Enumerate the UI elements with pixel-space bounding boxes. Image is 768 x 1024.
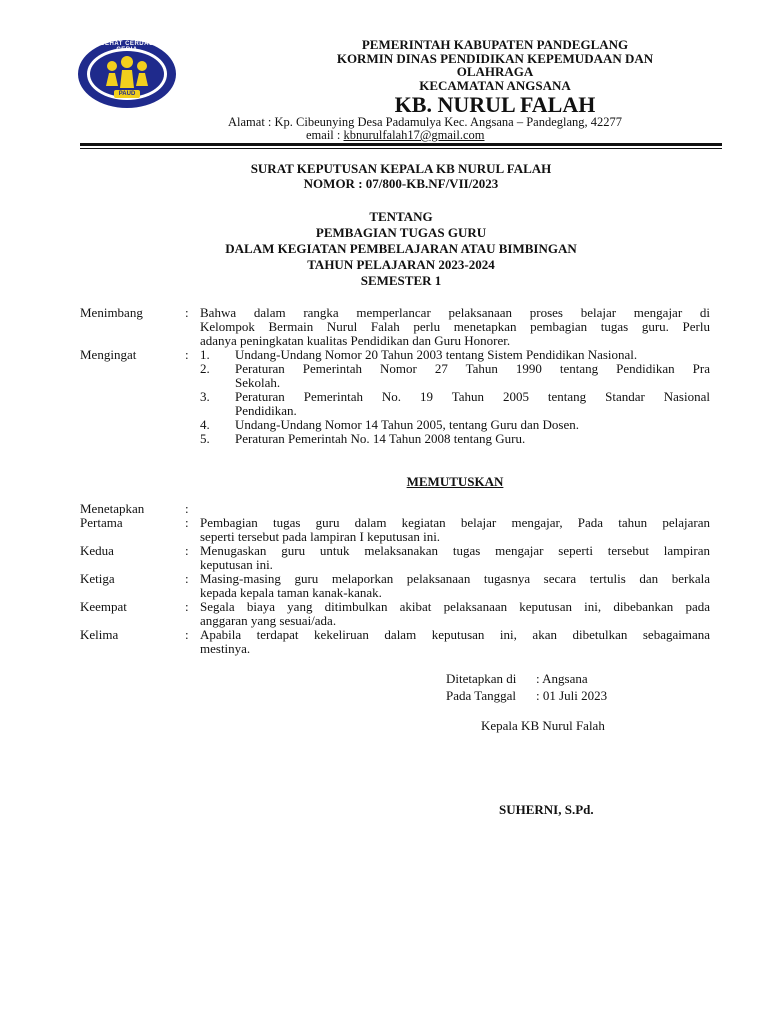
menimbang-line-1: Bahwa dalam rangka memperlancar pelaksanaan proses belajar mengajar di — [200, 305, 710, 320]
decision-text: Menugaskan guru untuk melaksanakan tugas mengajar seperti tersebut lampiran — [200, 543, 710, 558]
email-label: email : — [306, 128, 344, 142]
subject-line-2: PEMBAGIAN TUGAS GURU — [315, 225, 487, 240]
decision-keempat — [80, 600, 710, 628]
mengingat-item-4: Undang-Undang Nomor 14 Tahun 2005, tentang Guru dan Dosen. — [235, 417, 580, 432]
decision-kelima — [80, 628, 710, 656]
mengingat-item-5: Peraturan Pemerintah No. 14 Tahun 2008 tentang Guru. — [235, 431, 526, 446]
header-gov: PEMERINTAH KABUPATEN PANDEGLANG — [361, 37, 629, 52]
header-school-name: KB. NURUL FALAH — [394, 92, 596, 117]
mengingat-label: Mengingat — [80, 347, 137, 362]
colon: : — [185, 627, 189, 642]
decision-ketiga — [80, 572, 710, 600]
colon: : — [185, 599, 189, 614]
decision-label: Kedua — [80, 543, 114, 558]
header-dept-2: OLAHRAGA — [456, 64, 534, 79]
list-number: 3. — [200, 389, 210, 404]
signature-position: Kepala KB Nurul Falah — [481, 718, 605, 733]
subject-line-4: TAHUN PELAJARAN 2023-2024 — [307, 257, 495, 272]
mengingat-item-2: Peraturan Pemerintah Nomor 27 Tahun 1990 tentang Pendidikan Pra — [235, 361, 710, 376]
email-link[interactable]: kbnurulfalah17@gmail.com — [343, 128, 485, 142]
memutuskan-text: MEMUTUSKAN — [406, 474, 504, 489]
logo-text-top: SEHAT CERDAS CERIA — [100, 41, 154, 53]
menimbang-line-2: Kelompok Bermain Nurul Falah perlu menetapkan pembagian tugas guru. Perlu — [200, 319, 710, 334]
header-address: Alamat : Kp. Cibeunying Desa Padamulya Kec. Angsana – Pandeglang, 42277 — [228, 115, 623, 129]
subject-line-1: TENTANG — [369, 209, 433, 224]
decision-text-cont: mestinya. — [200, 641, 251, 656]
header-divider-thin — [80, 148, 722, 149]
list-number: 5. — [200, 431, 210, 446]
decision-label: Keempat — [80, 599, 127, 614]
mengingat-section — [80, 348, 710, 448]
decision-pertama — [80, 516, 710, 544]
decision-text-cont: seperti tersebut pada lampiran I keputusan ini. — [200, 529, 441, 544]
colon: : — [185, 515, 189, 530]
menimbang-line-3: adanya peningkatan kualitas Pendidikan dan Guru Honorer. — [200, 333, 511, 348]
signature-name: SUHERNI, S.Pd. — [499, 802, 594, 817]
list-number: 1. — [200, 347, 210, 362]
decision-label: Menetapkan — [80, 501, 145, 516]
header-divider-thick — [80, 143, 722, 146]
decision-text-cont: keputusan ini. — [200, 557, 273, 572]
decision-label: Kelima — [80, 627, 119, 642]
header-district: KECAMATAN ANGSANA — [419, 78, 571, 93]
mengingat-item-3: Peraturan Pemerintah No. 19 Tahun 2005 tentang Standar Nasional — [235, 389, 710, 404]
list-number: 4. — [200, 417, 210, 432]
signature-date-label: Pada Tanggal — [446, 688, 516, 703]
header-email-row — [306, 128, 485, 143]
school-logo — [76, 38, 178, 110]
decision-text-cont: kepada kepala taman kanak-kanak. — [200, 585, 382, 600]
header-dept-1: KORMIN DINAS PENDIDIKAN KEPEMUDAAN DAN — [336, 51, 654, 66]
decree-number: NOMOR : 07/800-KB.NF/VII/2023 — [303, 176, 499, 191]
menimbang-section — [80, 306, 710, 348]
subject-line-3: DALAM KEGIATAN PEMBELAJARAN ATAU BIMBINGAN — [225, 241, 577, 256]
decision-text-cont: anggaran yang sesuai/ada. — [200, 613, 337, 628]
menimbang-label: Menimbang — [80, 305, 143, 320]
decision-text: Pembagian tugas guru dalam kegiatan belajar mengajar, Pada tahun pelajaran — [200, 515, 710, 530]
list-number: 2. — [200, 361, 210, 376]
decision-text: Masing-masing guru melaporkan pelaksanaan tugasnya secara tertulis dan berkala — [200, 571, 710, 586]
signature-date-value: : 01 Juli 2023 — [536, 688, 608, 703]
decision-kedua — [80, 544, 710, 572]
decision-label: Pertama — [80, 515, 123, 530]
subject-line-5: SEMESTER 1 — [360, 273, 442, 288]
colon: : — [185, 501, 189, 516]
decision-label: Ketiga — [80, 571, 115, 586]
decree-title: SURAT KEPUTUSAN KEPALA KB NURUL FALAH — [250, 161, 552, 176]
colon: : — [185, 543, 189, 558]
memutuskan-heading — [80, 474, 768, 490]
signature-place-label: Ditetapkan di — [446, 671, 517, 686]
mengingat-item-2-cont: Sekolah. — [235, 375, 281, 390]
colon: : — [185, 347, 189, 362]
mengingat-item-1: Undang-Undang Nomor 20 Tahun 2003 tentang Sistem Pendidikan Nasional. — [235, 347, 638, 362]
decision-text: Segala biaya yang ditimbulkan akibat pelaksanaan keputusan ini, dibebankan pada — [200, 599, 710, 614]
signature-place-value: : Angsana — [536, 671, 588, 686]
colon: : — [185, 305, 189, 320]
decision-text: Apabila terdapat kekeliruan dalam keputusan ini, akan dibetulkan sebagaimana — [200, 627, 710, 642]
colon: : — [185, 571, 189, 586]
mengingat-item-3-cont: Pendidikan. — [235, 403, 297, 418]
decision-menetapkan — [80, 502, 710, 516]
logo-text-bottom: PAUD — [118, 91, 136, 97]
